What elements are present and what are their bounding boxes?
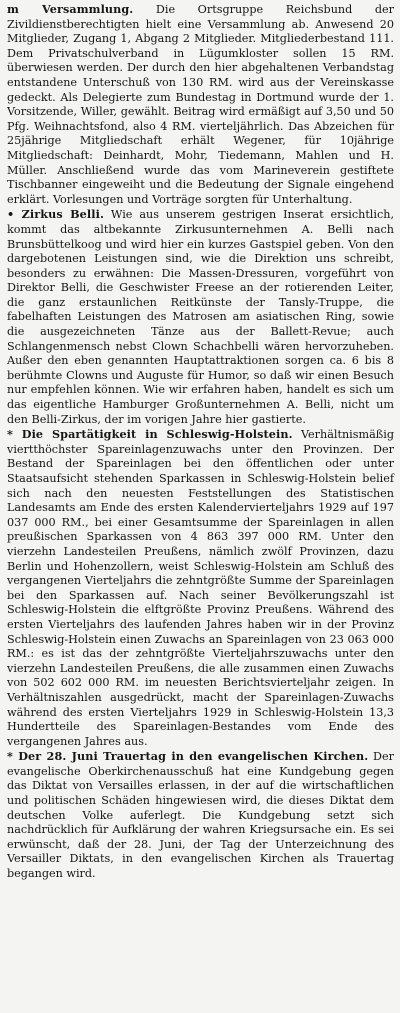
article-zirkus-belli [7,207,394,427]
article-headline: • Zirkus Belli. [7,207,104,222]
article-versammlung [7,2,394,207]
article-spartaetigkeit [7,427,394,749]
article-trauertag [7,749,394,881]
article-body: Verhältnismäßig viertthöchster Spareinlagenzuwachs unter den Provinzen. Der Bestand der Spareinlagen bei den öffentlichen oder unter Staatsaufsicht stehenden Sparkassen in Schleswig-Holstein belief sich nach den neuesten Feststellungen des Statistischen Landesamts am Ende des ersten Kalendervierteljahrs 1929 auf 197 037 000 RM., bei einer Gesamtsumme der Spareinlagen in allen preußischen Sparkassen von 4 863 397 000 RM. Unter den vierzehn Landesteilen Preußens, nämlich zwölf Provinzen, dazu Berlin und Hohenzollern, weist Schleswig-Holstein am Schluß des vergangenen Vierteljahrs die zehntgrößte Summe der Spareinlagen bei den Sparkassen auf. Nach seiner Bevölkerungszahl ist Schleswig-Holstein die elftgrößte Provinz Preußens. Während des ersten Vierteljahrs des laufenden Jahres haben wir in der Provinz Schleswig-Holstein einen Zuwachs an Spareinlagen von 23 063 000 RM.: es ist das der zehntgrößte Vierteljahrszuwachs unter den vierzehn Landesteilen Preußens, die alle zusammen einen Zuwachs von 502 602 000 RM. im neuesten Berichtsvierteljahr zeigen. In Verhältniszahlen ausgedrückt, macht der Spareinlagen-Zuwachs während des ersten Vierteljahrs 1929 in Schleswig-Holstein 13,3 Hundertteile des Spareinlagen-Bestandes vom Ende des vergangenen Jahres aus. [7,428,394,748]
article-body: Wie aus unserem gestrigen Inserat ersichtlich, kommt das altbekannte Zirkusunternehmen A. Belli nach Brunsbüttelkoog und wird hier ein kurzes Gastspiel geben. Von den dargebotenen Leistungen sind, wie die Direktion uns schreibt, besonders zu erwähnen: Die Massen-Dressuren, vorgeführt von Direktor Belli, die Geschwister Freese an der rotierenden Leiter, die ganz erstaunlichen Reitkünste der Tansly-Truppe, die fabelhaften Leistungen des Matrosen am asiatischen Ring, sowie die ausgezeichneten Tänze aus der Ballett-Revue; auch Schlangenmensch nebst Clown Schachbelli wären hervorzuheben. Außer den eben genannten Hauptattraktionen sorgen ca. 6 bis 8 berühmte Clowns und Auguste für Humor, so daß wir einen Besuch nur empfehlen können. Wie wir erfahren haben, handelt es sich um das eigentliche Hamburger Großunternehmen A. Belli, nicht um den Belli-Zirkus, der im vorigen Jahre hier gastierte. [7,208,394,426]
article-body: Der evangelische Oberkirchenausschuß hat eine Kundgebung gegen das Diktat von Versailles erlassen, in der auf die wirtschaftlichen und politischen Schäden hingewiesen wird, die dieses Diktat dem deutschen Volke auferlegt. Die Kundgebung setzt sich nachdrücklich für Aufklärung der wahren Kriegsursache ein. Es sei erwünscht, daß der 28. Juni, der Tag der Unterzeichnung des Versailler Diktats, in den evangelischen Kirchen als Trauertag begangen wird. [7,750,394,881]
article-headline: m Versammlung. [7,2,134,16]
article-body: Die Ortsgruppe Reichsbund der Zivildienstberechtigten hielt eine Versammlung ab. Anwesend 20 Mitglieder, Zugang 1, Abgang 2 Mitglieder. Mitgliederbestand 111. Dem Privatschulverband in Lügumkloster sollen 15 RM. überwiesen werden. Der durch den hier abgehaltenen Verbandstag entstandene Unterschuß von 130 RM. wird aus der Vereinskasse gedeckt. Als Delegierte zum Bundestag in Dortmund wurde der 1. Vorsitzende, Willer, gewählt. Beitrag wird ermäßigt auf 3,50 und 50 Pfg. Weihnachtsfond, also 4 RM. vierteljährlich. Das Abzeichen für 25jährige Mitgliedschaft erhält Wegener, für 10jährige Mitgliedschaft: Deinhardt, Mohr, Tiedemann, Mahlen und H. Müller. Anschließend wurde das vom Marineverein gestiftete Tischbanner eingeweiht und die Bedeutung der Signale eingehend erklärt. Vorlesungen und Vorträge sorgten für Unterhaltung. [7,3,394,206]
article-headline: * Die Spartätigkeit in Schleswig-Holstein. [7,427,293,442]
article-headline: * Der 28. Juni Trauertag in den evangelischen Kirchen. [7,749,369,764]
